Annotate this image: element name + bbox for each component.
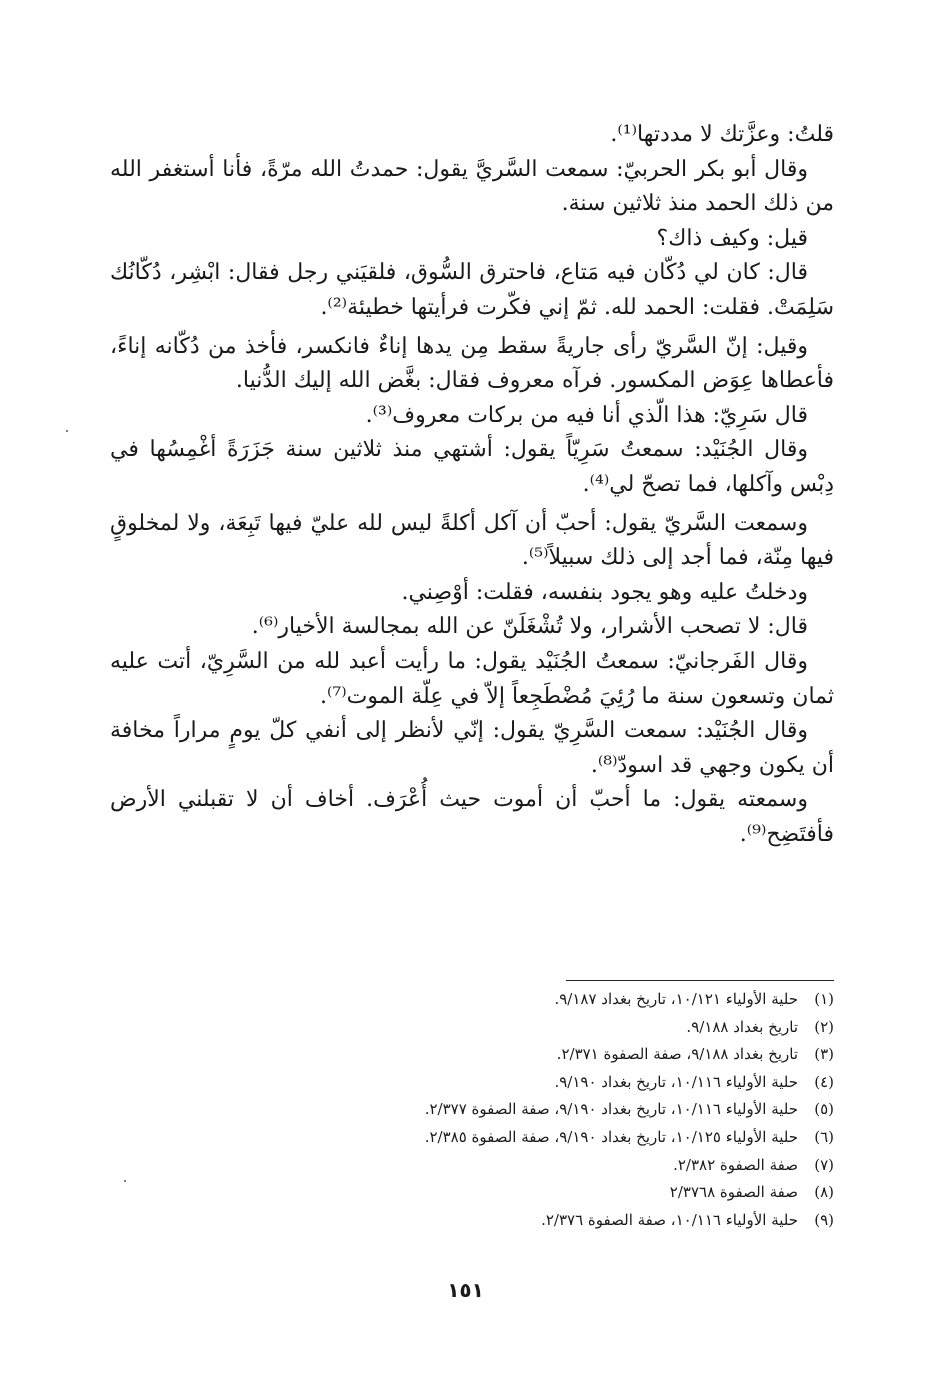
paragraph-2: وقال أبو بكر الحربيّ: سمعت السَّريَّ يقول: حمدتُ الله مرّةً، فأنا أستغفر الله من ذلك الحمد منذ ثلاثين سنة. <box>110 156 834 217</box>
paragraph-5: وقيل: إنّ السَّريّ رأى جاريةً سقط مِن يدها إناءٌ فانكسر، فأخذ من دُكّانه إناءً، فأعطاها عِوَض المكسور. فرآه معروف فقال: بغَّض الله إليك الدُّنيا. <box>110 333 834 394</box>
footnote-separator <box>566 980 834 981</box>
footnote-text: حلية الأولياء ١٠/١٢١، تاريخ بغداد ٩/١٨٧. <box>554 990 798 1008</box>
paragraph-4: قال: كان لي دُكّان فيه مَتاع، فاحترق السُّوق، فلقيَني رجل فقال: ابْشِر، دُكّانُك سَلِمَتْ. فقلت: الحمد لله. ثمّ إني فكّرت فرأيتها خطيئة⁽²⁾. <box>110 260 834 320</box>
scan-speck <box>66 430 68 432</box>
footnote-number: (١) <box>814 990 834 1008</box>
paragraph-12: وقال الجُنَيْد: سمعت السَّرِيّ يقول: إنّي لأنظر إلى أنفي كلّ يومٍ مراراً مخافة أن يكون وجهي قد اسودّ⁽⁸⁾. <box>110 718 834 778</box>
paragraph-7: وقال الجُنَيْد: سمعتُ سَرِيّاً يقول: أشتهي منذ ثلاثين سنة جَزَرَةً أغْمِسُها في دِبْس وآكلها، فما تصحّ لي⁽⁴⁾. <box>110 437 834 497</box>
footnote-number: (٥) <box>814 1100 834 1119</box>
footnote-item <box>200 986 834 1014</box>
scan-speck <box>124 1180 126 1182</box>
footnote-text: حلية الأولياء ١٠/١١٦، صفة الصفوة ٢/٣٧٦. <box>541 1210 798 1229</box>
footnote-item <box>200 1069 834 1097</box>
footnote-text: حلية الأولياء ١٠/١٢٥، تاريخ بغداد ٩/١٩٠، صفة الصفوة ٢/٣٨٥. <box>424 1127 798 1146</box>
paragraph-9: ودخلتُ عليه وهو يجود بنفسه، فقلت: أوْصِني. <box>401 579 808 605</box>
footnote-item <box>200 1124 834 1152</box>
footnote-text: حلية الأولياء ١٠/١١٦، تاريخ بغداد ٩/١٩٠، صفة الصفوة ٢/٣٧٧. <box>424 1100 798 1119</box>
footnote-text: صفة الصفوة ٢/٣٧٦٨ <box>669 1183 798 1202</box>
footnote-number: (٢) <box>814 1017 834 1036</box>
page-number: ١٥١ <box>447 1278 484 1302</box>
footnote-item <box>200 1014 834 1042</box>
footnote-item <box>200 1096 834 1124</box>
footnote-item <box>200 1041 834 1069</box>
paragraph-6: قال سَرِيّ: هذا الّذي أنا فيه من بركات معروف⁽³⁾. <box>365 402 808 428</box>
footnotes-list <box>200 986 834 1234</box>
footnote-text: حلية الأولياء ١٠/١١٦، تاريخ بغداد ٩/١٩٠. <box>554 1072 798 1091</box>
footnote-number: (٩) <box>814 1210 834 1229</box>
footnote-number: (٨) <box>814 1183 834 1202</box>
footnote-text: تاريخ بغداد ٩/١٨٨. <box>686 1017 798 1036</box>
paragraph-11: وقال الفَرجانيّ: سمعتُ الجُنَيْد يقول: ما رأيت أعبد لله من السَّرِيّ، أتت عليه ثمان وتسعون سنة ما رُئِيَ مُضْطَجِعاً إلاّ في عِلّة الموت⁽⁷⁾. <box>110 648 834 709</box>
paragraph-1: قلتُ: وعزَّتك لا مددتها⁽¹⁾. <box>610 122 834 147</box>
footnote-number: (٣) <box>814 1045 834 1064</box>
paragraph-8: وسمعت السَّريّ يقول: أحبّ أن آكل أكلةً ليس لله عليّ فيها تَبِعَة، ولا لمخلوقٍ فيها مِنّة، فما أجد إلى ذلك سبيلاً⁽⁵⁾. <box>110 510 834 571</box>
footnote-number: (٦) <box>814 1127 834 1146</box>
footnote-text: صفة الصفوة ٢/٣٨٢. <box>673 1155 798 1174</box>
main-text-body <box>110 118 834 852</box>
footnote-text: تاريخ بغداد ٩/١٨٨، صفة الصفوة ٢/٣٧١. <box>556 1045 798 1064</box>
paragraph-13: وسمعته يقول: ما أحبّ أن أموت حيث أُعْرَف. أخاف أن لا تقبلني الأرض فأفتَضِح⁽⁹⁾. <box>110 787 834 847</box>
footnote-number: (٧) <box>814 1155 834 1174</box>
footnote-item <box>200 1152 834 1180</box>
paragraph-3: قيل: وكيف ذاك؟ <box>656 225 808 251</box>
footnote-number: (٤) <box>814 1072 834 1091</box>
footnote-item <box>200 1207 834 1235</box>
footnote-item <box>200 1179 834 1207</box>
paragraph-10: قال: لا تصحب الأشرار، ولا تُشْغَلَنّ عن الله بمجالسة الأخيار⁽⁶⁾. <box>251 614 808 640</box>
